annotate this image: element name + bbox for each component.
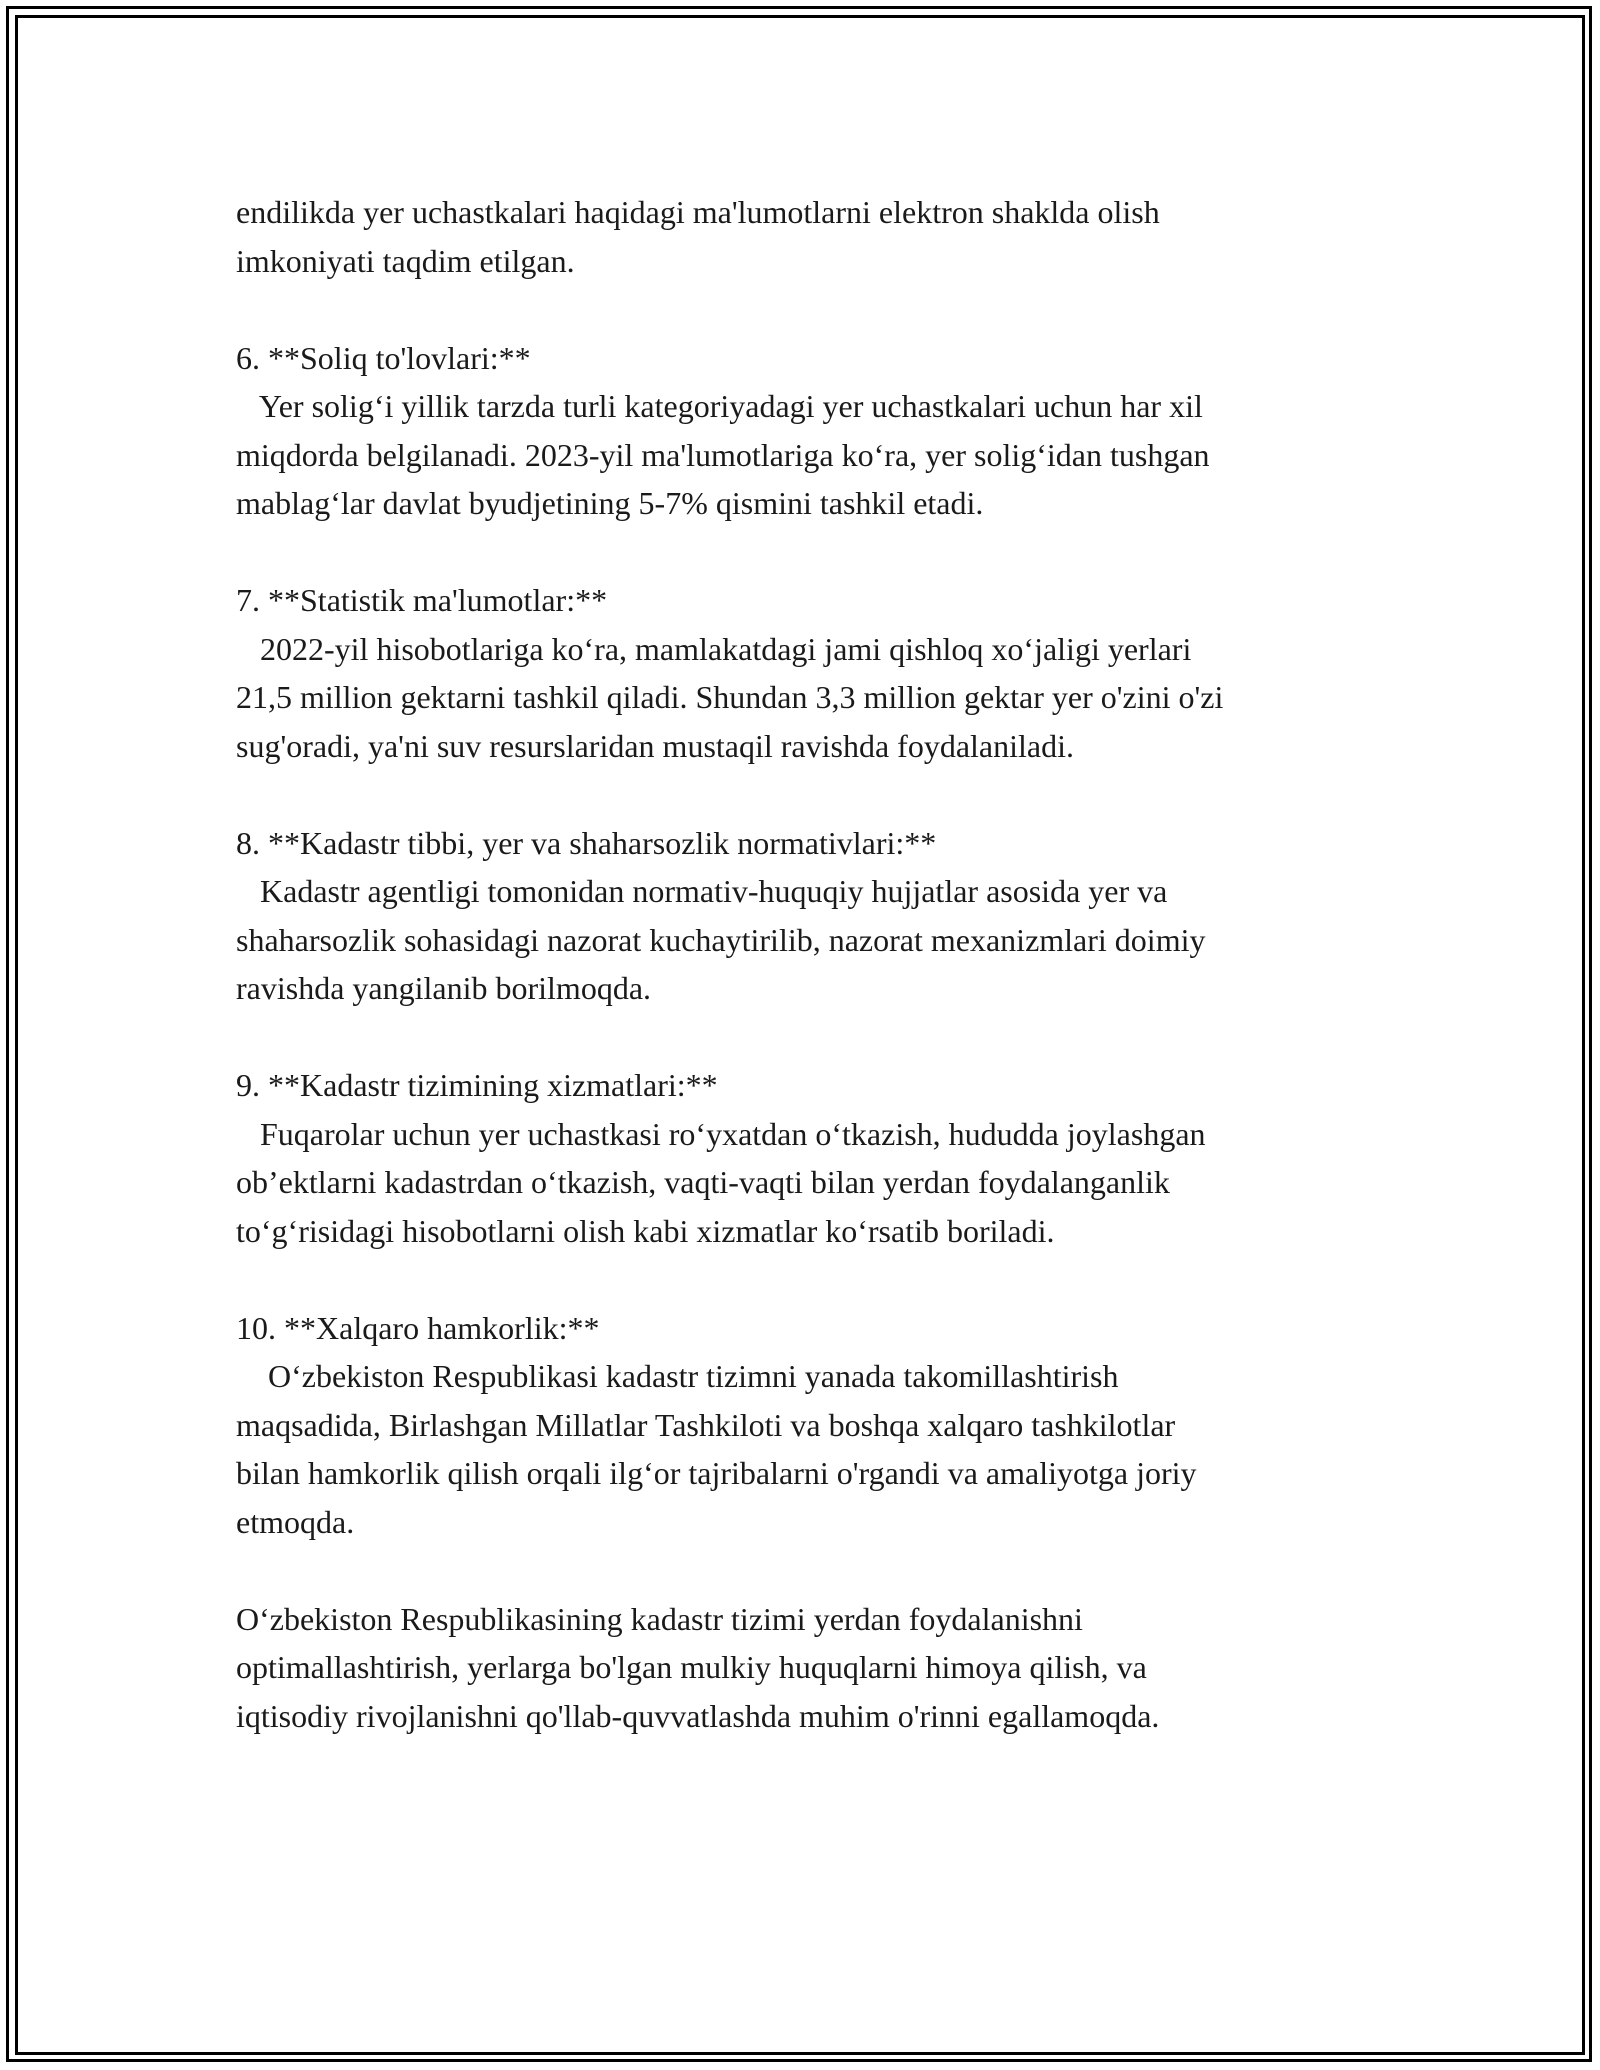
text-line: 2022-yil hisobotlariga ko‘ra, mamlakatdagi jami qishloq xo‘jaligi yerlari bbox=[236, 630, 1192, 667]
section-kadastr-normativlari bbox=[236, 819, 1396, 1013]
section-soliq bbox=[236, 334, 1396, 528]
text-line: bilan hamkorlik qilish orqali ilg‘or tajribalarni o'rgandi va amaliyotga joriy bbox=[236, 1455, 1197, 1491]
text-line: 21,5 million gektarni tashkil qiladi. Shundan 3,3 million gektar yer o'zini o'zi bbox=[236, 679, 1224, 715]
text-line: maqsadida, Birlashgan Millatlar Tashkiloti va boshqa xalqaro tashkilotlar bbox=[236, 1406, 1176, 1443]
section-heading: 6. **Soliq to'lovlari:** bbox=[236, 339, 531, 376]
text-line: mablag‘lar davlat byudjetining 5-7% qismini tashkil etadi. bbox=[236, 485, 984, 521]
section-statistik bbox=[236, 576, 1396, 770]
section-heading: 9. **Kadastr tizimining xizmatlari:** bbox=[236, 1067, 718, 1103]
paragraph-gap bbox=[236, 770, 1396, 819]
text-line: shaharsozlik sohasidagi nazorat kuchaytirilib, nazorat mexanizmlari doimiy bbox=[236, 921, 1206, 958]
paragraph-gap bbox=[236, 1546, 1396, 1595]
text-line: optimallashtirish, yerlarga bo'lgan mulkiy huquqlarni himoya qilish, va bbox=[236, 1649, 1147, 1685]
paragraph-gap bbox=[236, 1255, 1396, 1304]
section-heading: 8. **Kadastr tibbi, yer va shaharsozlik normativlari:** bbox=[236, 824, 937, 861]
text-line: ob’ektlarni kadastrdan o‘tkazish, vaqti-vaqti bilan yerdan foydalanganlik bbox=[236, 1164, 1170, 1200]
section-kadastr-xizmatlari bbox=[236, 1061, 1396, 1255]
document-body bbox=[236, 188, 1396, 1740]
text-line: O‘zbekiston Respublikasining kadastr tizimi yerdan foydalanishni bbox=[236, 1600, 1083, 1637]
section-xalqaro-hamkorlik bbox=[236, 1304, 1396, 1547]
text-line: to‘g‘risidagi hisobotlarni olish kabi xizmatlar ko‘rsatib boriladi. bbox=[236, 1212, 1055, 1249]
intro-paragraph bbox=[236, 188, 1396, 285]
text-line: imkoniyati taqdim etilgan. bbox=[236, 242, 575, 279]
text-line: miqdorda belgilanadi. 2023-yil ma'lumotlariga ko‘ra, yer solig‘idan tushgan bbox=[236, 436, 1210, 473]
paragraph-gap bbox=[236, 285, 1396, 334]
text-line: endilikda yer uchastkalari haqidagi ma'lumotlarni elektron shaklda olish bbox=[236, 194, 1160, 230]
text-line: Yer solig‘i yillik tarzda turli kategoriyadagi yer uchastkalari uchun har xil bbox=[236, 388, 1203, 424]
text-line: Kadastr agentligi tomonidan normativ-huquqiy hujjatlar asosida yer va bbox=[236, 873, 1168, 909]
paragraph-gap bbox=[236, 1013, 1396, 1062]
text-line: ravishda yangilanib borilmoqda. bbox=[236, 970, 652, 1006]
text-line: Fuqarolar uchun yer uchastkasi ro‘yxatdan o‘tkazish, hududda joylashgan bbox=[236, 1115, 1206, 1152]
paragraph-gap bbox=[236, 528, 1396, 577]
text-line: etmoqda. bbox=[236, 1503, 355, 1540]
text-line: sug'oradi, ya'ni suv resurslaridan mustaqil ravishda foydalaniladi. bbox=[236, 727, 1074, 764]
conclusion-paragraph bbox=[236, 1595, 1396, 1741]
section-heading: 7. **Statistik ma'lumotlar:** bbox=[236, 582, 608, 618]
text-line: O‘zbekiston Respublikasi kadastr tizimni yanada takomillashtirish bbox=[236, 1358, 1119, 1394]
text-line: iqtisodiy rivojlanishni qo'llab-quvvatlashda muhim o'rinni egallamoqda. bbox=[236, 1697, 1160, 1734]
section-heading: 10. **Xalqaro hamkorlik:** bbox=[236, 1309, 600, 1346]
